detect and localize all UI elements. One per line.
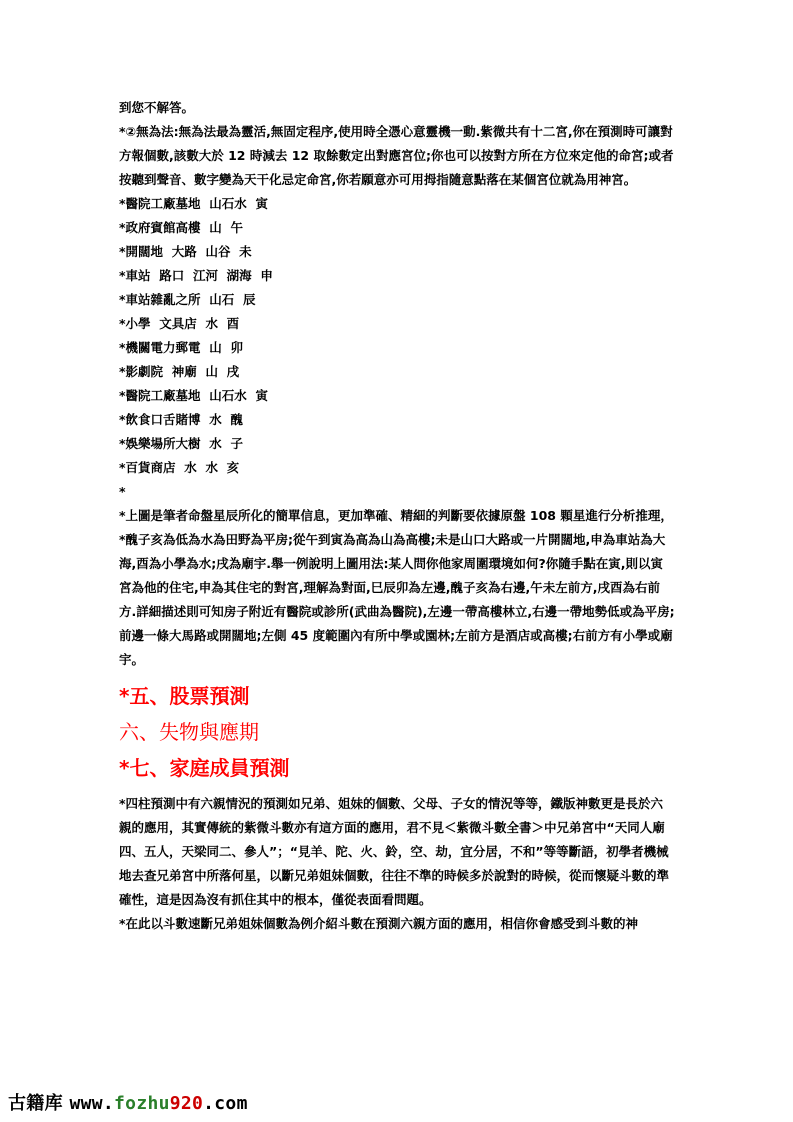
paragraph: *醜子亥為低為水為田野為平房;從午到寅為高為山為高樓;未是山口大路或一片開闊地,申為車站為大海,酉為小學為水;戌為廟宇.舉一例說明上圖用法:某人問你他家周圍環境如何?你隨手點在寅,則以寅宮為他的住宅,申為其住宅的對宮,理解為對面,巳辰卯為左邊,醜子亥為右邊,午未左前方,戌酉為右前方.詳細描述則可知房子附近有醫院或診所(武曲為醫院),左邊一帶高樓林立,右邊一帶地勢低或為平房;前邊一條大馬路或開闊地;左側 45 度範圍內有所中學或園林;左前方是酒店或高樓;右前方有小學或廟宇。 bbox=[119, 532, 675, 667]
list-item: *車站 路口 江河 湖海 申 bbox=[119, 268, 273, 283]
section-heading-lost-items: 六、失物與應期 bbox=[119, 720, 259, 744]
list-item: * bbox=[119, 484, 126, 499]
site-url-www: www. bbox=[69, 1093, 115, 1114]
list-item: *車站雜亂之所 山石 辰 bbox=[119, 292, 256, 307]
list-item: *小學 文具店 水 酉 bbox=[119, 316, 240, 331]
paragraph: *上圖是筆者命盤星辰所化的簡單信息，更加準確、精細的判斷要依據原盤 108 顆星進行分析推理， bbox=[119, 508, 673, 523]
list-item: *百貨商店 水 水 亥 bbox=[119, 460, 240, 475]
list-item: *機關電力郵電 山 卯 bbox=[119, 340, 243, 355]
list-item: *飲食口舌賭博 水 醜 bbox=[119, 412, 243, 427]
site-url-number: 920 bbox=[169, 1093, 204, 1114]
list-item: *開闊地 大路 山谷 未 bbox=[119, 244, 252, 259]
site-name: 古籍库 bbox=[8, 1093, 63, 1114]
list-item: *醫院工廠墓地 山石水 寅 bbox=[119, 196, 268, 211]
list-item: *娛樂場所大樹 水 子 bbox=[119, 436, 243, 451]
paragraph: *②無為法:無為法最為靈活,無固定程序,使用時全憑心意靈機一動.紫微共有十二宮,你在預測時可讓對方報個數,該數大於 12 時減去 12 取餘數定出對應宮位;你也可以按對方所在方位來定他的命宮;或者按聽到聲音、數字變為天干化忌定命宮,你若願意亦可用拇指隨意點落在某個宮位就為用神宮。 bbox=[119, 124, 674, 187]
paragraph: *四柱預測中有六親情況的預測如兄弟、姐妹的個數、父母、子女的情況等等，鐵版神數更是長於六親的應用，其實傳統的紫微斗數亦有這方面的應用，君不見＜紫微斗數全書＞中兄弟宮中“天同人廟四、五人，天梁同二、參人”；“見羊、陀、火、鈴，空、劫，宜分居，不和”等等斷語，初學者機械地去查兄弟宮中所落何星，以斷兄弟姐妹個數，往往不準的時候多於說對的時候，從而懷疑斗數的準確性，這是因為沒有抓住其中的根本，僅從表面看問題。 bbox=[119, 796, 670, 907]
site-watermark bbox=[8, 1089, 248, 1115]
site-url-tld: .com bbox=[203, 1093, 248, 1114]
page-content bbox=[119, 96, 675, 936]
section-heading-stocks: *五、股票預測 bbox=[119, 684, 250, 708]
list-item: *影劇院 神廟 山 戌 bbox=[119, 364, 240, 379]
section-heading-family: *七、家庭成員預測 bbox=[119, 756, 290, 780]
list-item: *政府賓館高樓 山 午 bbox=[119, 220, 243, 235]
list-item: *醫院工廠墓地 山石水 寅 bbox=[119, 388, 268, 403]
paragraph: *在此以斗數速斷兄弟姐妹個數為例介紹斗數在預測六親方面的應用，相信你會感受到斗數的神 bbox=[119, 916, 639, 931]
direction-list bbox=[119, 192, 675, 504]
paragraph: 到您不解答。 bbox=[119, 100, 195, 115]
site-url-domain: fozhu bbox=[114, 1093, 170, 1114]
